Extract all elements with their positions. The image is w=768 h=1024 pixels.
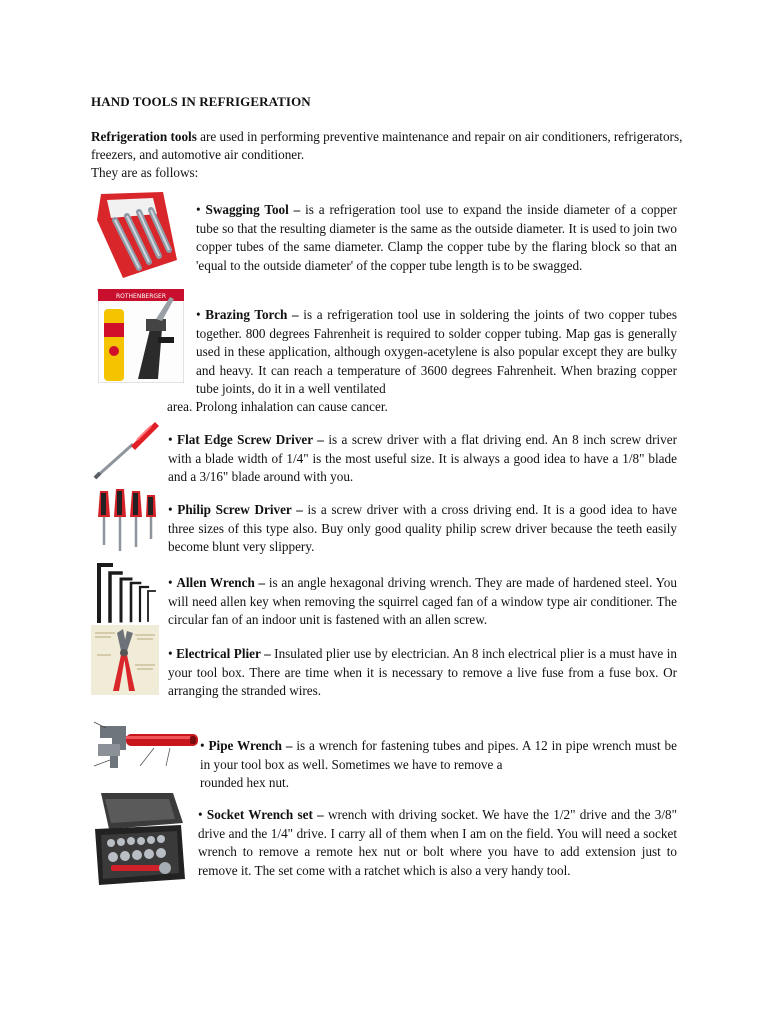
brazing-torch-brand: ROTHENBERGER <box>115 293 167 300</box>
allen-wrench-name: Allen Wrench – <box>176 575 266 590</box>
allen-wrench-text: • Allen Wrench – is an angle hexagonal driving wrench. They are made of hardened steel. You will need allen key when removing the squirrel caged fan of a window type air conditioner. The circular fan of an indoor unit is fastened with an allen screw. <box>168 575 677 628</box>
pipe-wrench-name: Pipe Wrench – <box>208 738 293 753</box>
allen-wrench-image <box>93 561 159 623</box>
flat-screwdriver-desc: is a screw driver with a flat driving end. An 8 inch screw driver with a blade width of 1/4" is the most useful size. It is always a good idea to have a 1/8" blade and a 3/16" blade around with you. <box>168 432 677 485</box>
intro-paragraph <box>91 128 683 182</box>
swagging-tool-image <box>93 190 179 280</box>
philip-screwdriver-text: • Philip Screw Driver – is a screw driver with a cross driving end. It is a good idea to have three sizes of this type also. Buy only good quality philip screw driver because the teeth easily become blunt very slippery. <box>168 502 678 555</box>
socket-wrench-name: Socket Wrench set – <box>206 807 324 822</box>
philip-screwdrivers-image <box>94 487 162 557</box>
electrical-plier-desc: Insulated plier use by electrician. An 8 inch electrical plier is a must have in your tool box. There are time when it is necessary to remove a live fuse from a fuse box. Or arranging the stranded wires. <box>168 646 677 699</box>
electrical-plier-name: Electrical Plier – <box>176 646 271 661</box>
flat-screwdriver-name: Flat Edge Screw Driver – <box>177 432 324 447</box>
swagging-tool-text: • Swagging Tool – is a refrigeration tool use to expand the inside diameter of a copper tube so that the resulting diameter is the same as the outside diameter. It is used to join two copper tubes of the same diameter. Clamp the copper tube by the flaring block so that an 'equal to the outside diameter' of the copper tube length is to be swagged. <box>196 202 677 273</box>
socket-wrench-desc: wrench with driving socket. We have the 1/2" drive and the 3/8" drive and the 1/4" drive. I carry all of them when I am on the field. You will need a socket wrench to remove a remote hex nut or bolt where you have to add extension just to remove it. The set come with a ratchet which is also a very handy tool. <box>198 807 678 878</box>
electrical-plier-text: • Electrical Plier – Insulated plier use by electrician. An 8 inch electrical plier is a must have in your tool box. There are time when it is necessary to remove a live fuse from a fuse box. Or arranging the stranded wires. <box>168 646 677 699</box>
brazing-torch-desc: is a refrigeration tool use in soldering the joints of two copper tubes together. 800 degrees Fahrenheit is required to solder copper tubing. Map gas is generally used in these application, although oxygen-acetylene is also popular except they are bulky and heavy. It can reach a temperature of 3600 degrees Fahrenheit. When brazing copper tube joints, do it in a well ventilated <box>196 307 678 397</box>
intro-lead: Refrigeration tools <box>91 129 197 144</box>
pipe-wrench-image <box>90 716 202 772</box>
intro-line2: They are as follows: <box>91 165 199 180</box>
swagging-tool-desc: is a refrigeration tool use to expand the inside diameter of a copper tube so that the resulting diameter is the same as the outside diameter. It is used to join two copper tubes of the same diameter. Clamp the copper tube by the flaring block so that an 'equal to the outside diameter' of the copper tube length is to be swagged. <box>196 202 677 273</box>
document-heading: HAND TOOLS IN REFRIGERATION <box>91 94 311 109</box>
socket-wrench-set-image <box>91 789 187 887</box>
socket-wrench-text: • Socket Wrench set – wrench with driving socket. We have the 1/2" drive and the 3/8" drive and the 1/4" drive. I carry all of them when I am on the field. You will need a socket wrench to remove a remote hex nut or bolt where you have to add extension just to remove it. The set come with a ratchet which is also a very handy tool. <box>198 807 678 878</box>
pipe-wrench-tail: rounded hex nut. <box>200 775 289 790</box>
philip-screwdriver-desc: is a screw driver with a cross driving end. It is a good idea to have three sizes of this type also. Buy only good quality philip screw driver because the teeth easily become blunt very slippery. <box>168 502 678 555</box>
intro-text: are used in performing preventive maintenance and repair on air conditioners, refrigerators, freezers, and automotive air conditioner. <box>91 129 683 162</box>
brazing-torch-image <box>98 289 184 383</box>
flat-screwdriver-image <box>91 416 161 482</box>
allen-wrench-desc: is an angle hexagonal driving wrench. They are made of hardened steel. You will need allen key when removing the squirrel caged fan of a window type air conditioner. The circular fan of an indoor unit is fastened with an allen screw. <box>168 575 677 628</box>
swagging-tool-name: Swagging Tool – <box>205 202 301 217</box>
pipe-wrench-desc: is a wrench for fastening tubes and pipes. A 12 in pipe wrench must be in your tool box as well. Sometimes we have to remove a <box>200 738 677 772</box>
brazing-torch-tail: area. Prolong inhalation can cause cancer. <box>167 399 388 414</box>
brazing-torch-text: • Brazing Torch – is a refrigeration tool use in soldering the joints of two copper tubes together. 800 degrees Fahrenheit is required to solder copper tubing. Map gas is generally used in these application, although oxygen-acetylene is also popular except they are bulky and heavy. It can reach a temperature of 3600 degrees Fahrenheit. When brazing copper tube joints, do it in a well ventilated <box>196 307 678 397</box>
brazing-torch-name: Brazing Torch – <box>205 307 299 322</box>
pipe-wrench-text: • Pipe Wrench – is a wrench for fastening tubes and pipes. A 12 in pipe wrench must be in your tool box as well. Sometimes we have to remove a <box>200 738 677 772</box>
flat-screwdriver-text: • Flat Edge Screw Driver – is a screw driver with a flat driving end. An 8 inch screw driver with a blade width of 1/4" is the most useful size. It is always a good idea to have a 1/8" blade and a 3/16" blade around with you. <box>168 432 677 485</box>
philip-screwdriver-name: Philip Screw Driver – <box>177 502 303 517</box>
electrical-plier-image <box>91 625 159 695</box>
